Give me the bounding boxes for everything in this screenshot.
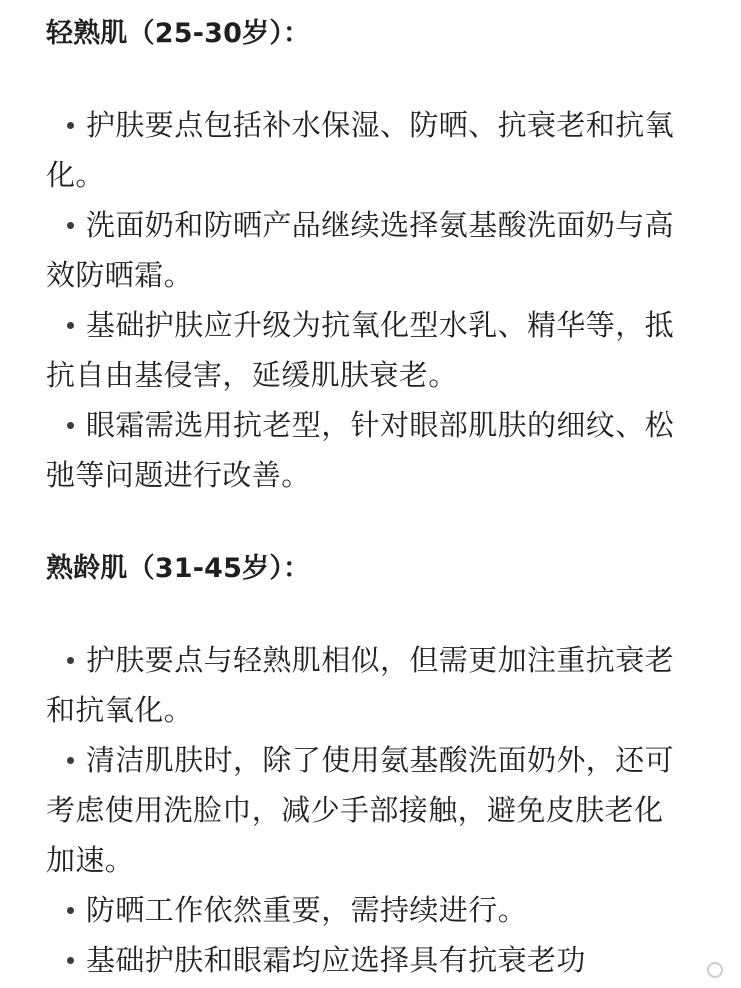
list-item: 洗面奶和防晒产品继续选择氨基酸洗面奶与高效防晒霜。 bbox=[46, 200, 678, 300]
watermark bbox=[707, 962, 723, 978]
list-item: 护肤要点包括补水保湿、防晒、抗衰老和抗氧化。 bbox=[46, 100, 678, 200]
section-mature-skin bbox=[46, 545, 696, 985]
section-heading: 轻熟肌（25-30岁）： bbox=[46, 18, 311, 49]
tips-list bbox=[46, 635, 678, 985]
section-light-mature-skin bbox=[46, 10, 696, 500]
list-item: 基础护肤应升级为抗氧化型水乳、精华等，抵抗自由基侵害，延缓肌肤衰老。 bbox=[46, 300, 678, 400]
watermark-icon bbox=[707, 962, 723, 978]
section-heading: 熟龄肌（31-45岁）： bbox=[46, 553, 311, 584]
tips-list bbox=[46, 100, 678, 500]
list-item: 防晒工作依然重要，需持续进行。 bbox=[46, 885, 678, 935]
list-item: 清洁肌肤时，除了使用氨基酸洗面奶外，还可考虑使用洗脸巾，减少手部接触，避免皮肤老化加速。 bbox=[46, 735, 678, 885]
list-item: 护肤要点与轻熟肌相似，但需更加注重抗衰老和抗氧化。 bbox=[46, 635, 678, 735]
list-item: 眼霜需选用抗老型，针对眼部肌肤的细纹、松弛等问题进行改善。 bbox=[46, 400, 678, 500]
list-item: 基础护肤和眼霜均应选择具有抗衰老功 bbox=[46, 935, 678, 985]
